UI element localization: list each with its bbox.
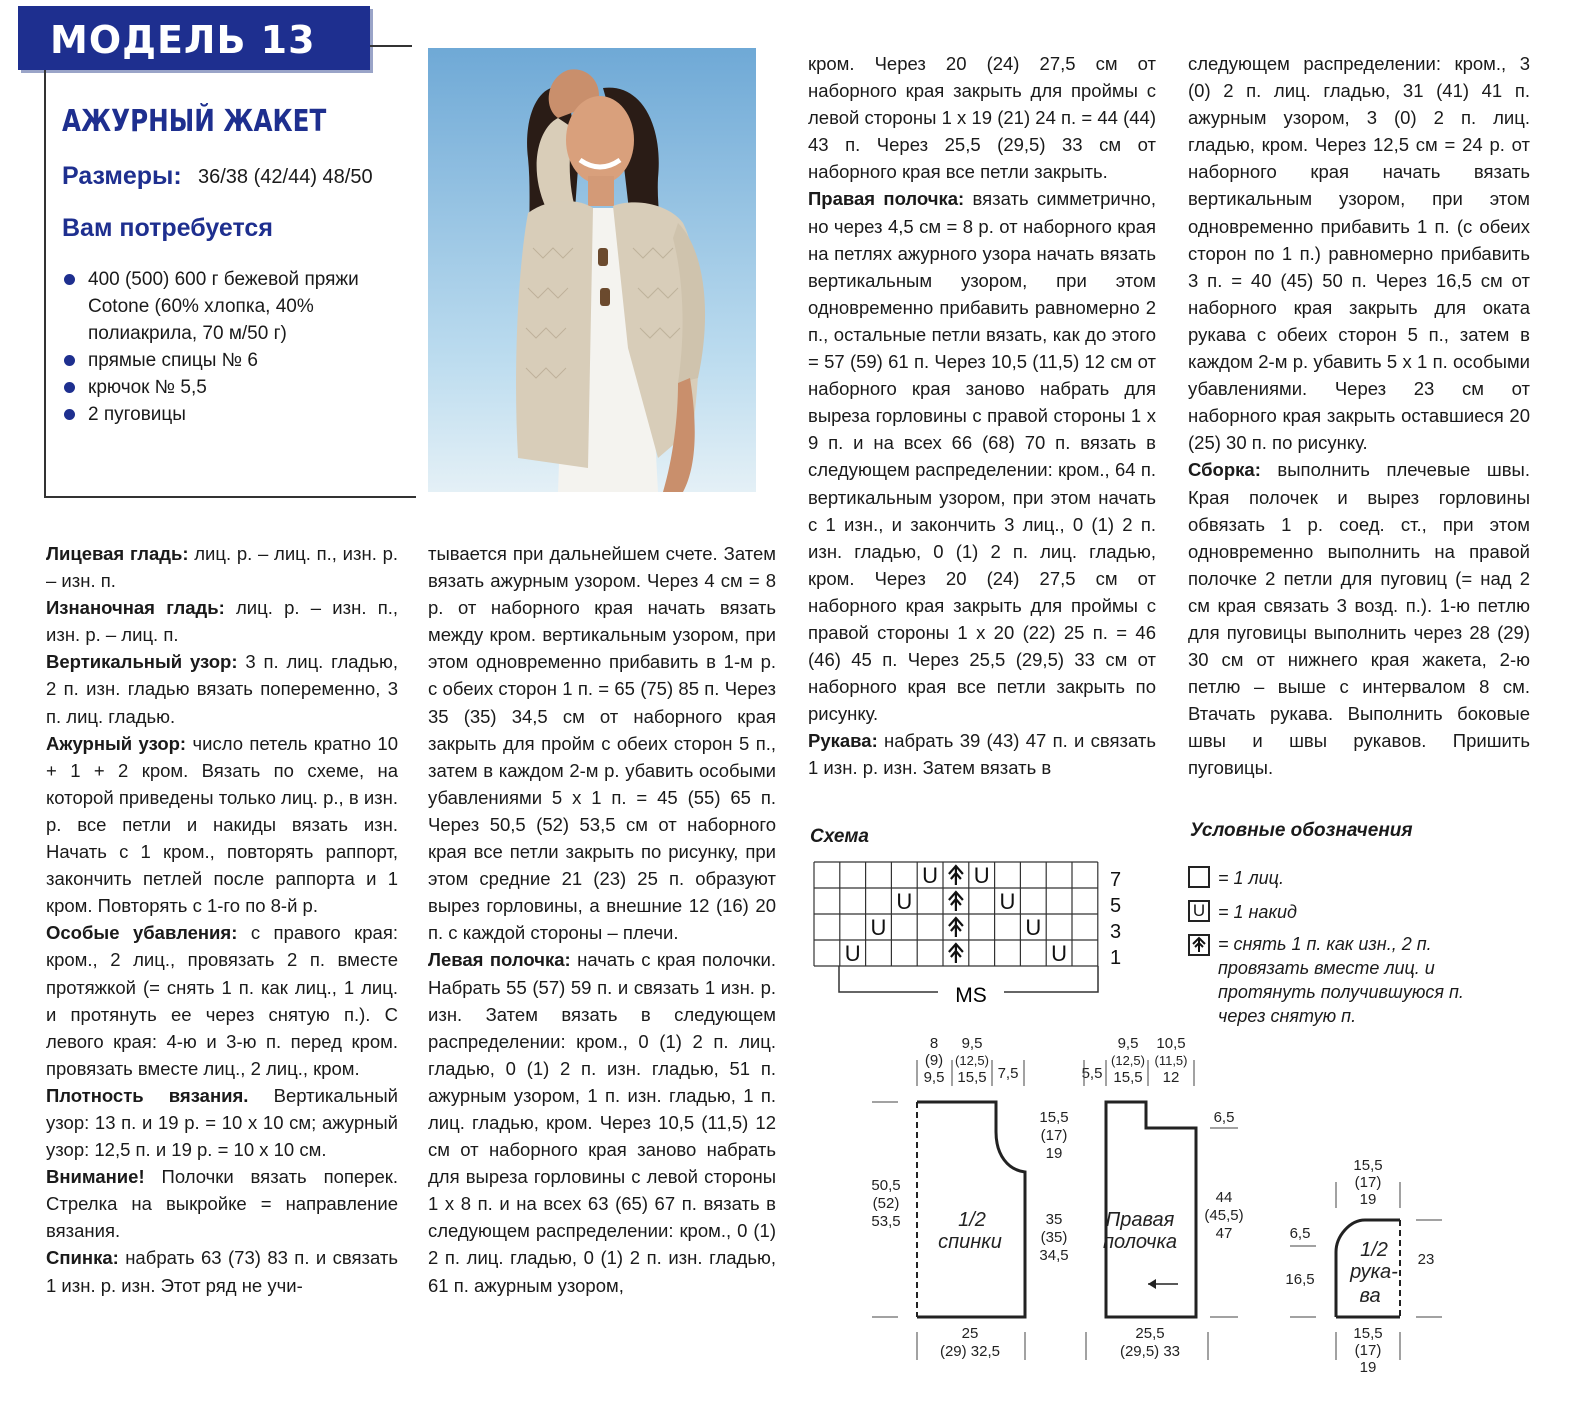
sleeve-label: ва xyxy=(1359,1285,1381,1307)
instruction-paragraph xyxy=(428,946,776,1298)
instruction-text: число петель кратно 10 + 1 + 2 кром. Вязать по схеме, на которой приведены только лиц. р., в изн. р. все петли и накиды вязать изн. Начать с 1 кром., повторять раппорт, закончить петлей после раппорта и 1 кром. Повторять с 1-го по 8-й р. xyxy=(46,732,398,917)
dim-label: (52) xyxy=(872,1195,900,1212)
dim-label: 15,5 xyxy=(957,1069,987,1086)
instruction-text: вязать симметрично, но через 4,5 см = 8 р. от наборного края на петлях ажурного узора начать вязать вертикальным узором, при этом одновременно прибавить равномерно 2 п., остальные петли вязать, как до этого = 57 (59) 61 п. Через 10,5 (11,5) 12 см от наборного края заново набрать для выреза горловины с правой стороны 1 x 9 п. и на всех 66 (68) 70 п. вязать в следующем распределении: кром., 64 п. вертикальным узором, при этом начать с 1 изн., и закончить 3 лиц., 0 (1) 2 п. изн. гладью, 0 (1) 2 п. лиц. гладью, кром. Через 20 (24) 27,5 см от наборного края закрыть для проймы с правой стороны 1 x 20 (22) 25 п. = 46 (46) 45 п. Через 25,5 (29,5) 33 см от наборного края все петли закрыть по рисунку. xyxy=(808,188,1156,725)
instruction-term: Левая полочка: xyxy=(428,949,571,971)
model-label: МОДЕЛЬ 13 xyxy=(50,18,316,62)
instruction-text: тывается при дальнейшем счете. Затем вязать ажурным узором. Через 4 см = 8 р. от наборного края начать вязать между кром. вертикальным узором, при этом одновременно прибавить в 1-м р. с обеих сторон 1 п. = 65 (75) 85 п. Через 35 (35) 34,5 см от наборного края закрыть для пройм с обеих сторон 5 п., затем в каждом 2-м р. убавить особыми убавлениями 5 x 1 п. = 45 (55) 65 п. Через 50,5 (52) 53,5 см от наборного края все петли закрыть по рисунку, при этом средние 21 (23) 25 п. образуют вырез горловины, а внешние 12 (16) 20 п. с каждой стороны – плечи. xyxy=(428,543,776,944)
instruction-term: Сборка: xyxy=(1188,459,1261,481)
sizes-label: Размеры: xyxy=(62,162,182,190)
instruction-paragraph xyxy=(46,540,398,594)
chart-yo-mark: U xyxy=(999,889,1016,914)
dim-label: 8 xyxy=(929,1035,939,1052)
chart-decrease-mark xyxy=(949,892,963,911)
knit-symbol xyxy=(1188,866,1210,888)
back-schematic xyxy=(871,1035,1068,1360)
dim-label: (12,5) xyxy=(955,1053,989,1068)
materials-heading: Вам потребуется xyxy=(62,214,273,242)
instruction-paragraph xyxy=(46,919,398,1082)
material-item: 400 (500) 600 г бежевой пряжи Cotone (60% хлопка, 40% полиакрила, 70 м/50 г) xyxy=(62,266,392,347)
dim-label: 34,5 xyxy=(1039,1247,1069,1264)
instruction-paragraph xyxy=(46,730,398,920)
chart-yo-mark: U xyxy=(870,915,887,940)
dim-label: (11,5) xyxy=(1154,1053,1188,1068)
instructions-column-4 xyxy=(1188,50,1530,782)
instruction-term: Ажурный узор: xyxy=(46,732,187,754)
dim-label: (45,5) xyxy=(1204,1207,1244,1224)
chart-yo-mark: U xyxy=(922,863,939,888)
dim-label: 9,5 xyxy=(961,1035,983,1052)
chart-row-label: 7 xyxy=(1110,869,1122,891)
instruction-paragraph xyxy=(46,648,398,729)
back-label: 1/2 xyxy=(958,1209,986,1231)
dim-label: 6,5 xyxy=(1289,1225,1311,1242)
dim-label: (17) xyxy=(1354,1174,1382,1191)
sleeve-label: 1/2 xyxy=(1360,1239,1388,1261)
legend-item: = снять 1 п. как изн., 2 п. провязать вместе лиц. и протянуть получившуюся п. через снятую п. xyxy=(1188,932,1488,1028)
instruction-text: Полочки вязать поперек. Стрелка на выкройке = направление вязания. xyxy=(46,1166,398,1242)
schematics xyxy=(860,1030,1550,1400)
dim-label: (29) 32,5 xyxy=(939,1343,1001,1360)
dim-label: (17) xyxy=(1040,1127,1068,1144)
instruction-paragraph xyxy=(428,540,776,946)
chart-row-label: 5 xyxy=(1110,895,1122,917)
instruction-term: Вертикальный узор: xyxy=(46,651,238,673)
instruction-text: лиц. р. – лиц. п., изн. р. – изн. п. xyxy=(46,543,398,592)
model-banner xyxy=(18,6,370,70)
dim-label: 9,5 xyxy=(1117,1035,1139,1052)
legend-title: Условные обозначения xyxy=(1190,820,1413,841)
chart-yo-mark: U xyxy=(896,889,913,914)
schema-title: Схема xyxy=(810,826,870,847)
instructions-column-2 xyxy=(428,540,776,1299)
instruction-text: с правого края: кром., 2 лиц., провязать 2 п. вместе протяжкой (= снять 1 п. как лиц., 1 лиц. и протянуть ее через снятую п.). С левого края: 4-ю и 3-ю п. перед кром. провязать вместе лиц., 2 лиц., кром. xyxy=(46,922,398,1079)
dim-label: 12 xyxy=(1162,1069,1180,1086)
chart-decrease-mark xyxy=(949,944,963,963)
back-label: спинки xyxy=(938,1231,1002,1253)
instruction-text: Вертикальный узор: 13 п. и 19 р. = 10 x 10 см; ажурный узор: 12,5 п. и 19 р. = 10 x 10 см. xyxy=(46,1084,398,1161)
instruction-text: кром. Через 20 (24) 27,5 см от наборного края закрыть для проймы с левой стороны 1 x 19 (21) 24 п. = 44 (44) 43 п. Через 25,5 (29,5) 33 см от наборного края все петли закрыть. xyxy=(808,53,1156,183)
legend-item: U = 1 накид xyxy=(1188,900,1508,924)
instruction-term: Спинка: xyxy=(46,1247,119,1269)
sleeve-label: рука- xyxy=(1350,1261,1398,1283)
dim-label: 16,5 xyxy=(1285,1271,1315,1288)
dim-label: 50,5 xyxy=(871,1177,901,1194)
dim-label: 6,5 xyxy=(1213,1109,1235,1126)
dim-label: (9) xyxy=(924,1052,944,1069)
dim-label: 15,5 xyxy=(1039,1109,1069,1126)
dim-label: 19 xyxy=(1045,1145,1063,1162)
sizes-value: 36/38 (42/44) 48/50 xyxy=(198,166,373,188)
decrease-symbol xyxy=(1188,934,1210,956)
instruction-term: Рукава: xyxy=(808,730,878,752)
instruction-text: набрать 39 (43) 47 п. и связать 1 изн. р. изн. Затем вязать в xyxy=(808,730,1156,779)
instruction-paragraph xyxy=(1188,456,1530,781)
dim-label: 35 xyxy=(1045,1211,1063,1228)
instructions-column-1 xyxy=(46,540,398,1299)
front-label: полочка xyxy=(1102,1231,1178,1253)
dim-label: 47 xyxy=(1215,1225,1233,1242)
chart-yo-mark: U xyxy=(973,863,990,888)
material-item: крючок № 5,5 xyxy=(62,374,392,401)
dim-label: 19 xyxy=(1359,1359,1377,1376)
banner-rule xyxy=(370,45,412,47)
instructions-column-3 xyxy=(808,50,1156,782)
dim-label: 7,5 xyxy=(997,1065,1019,1082)
dim-label: 15,5 xyxy=(1113,1069,1143,1086)
instruction-term: Изнаночная гладь: xyxy=(46,597,225,619)
chart-yo-mark: U xyxy=(844,941,861,966)
instruction-text: выполнить плечевые швы. Края полочек и вырез горловины обвязать 1 р. соед. ст., при этом одновременно выполнить на правой полочке 2 петли для пуговиц (= над 2 см края связать 3 возд. п.). 1-ю петлю для пуговицы выполнить через 28 (29) 30 см от нижнего края жакета, 2-ю петлю – выше с интервалом 8 см. Втачать рукава. Выполнить боковые швы и швы рукавов. Пришить пуговицы. xyxy=(1188,459,1530,779)
instruction-paragraph xyxy=(808,727,1156,781)
dim-label: 25 xyxy=(961,1325,979,1342)
front-schematic xyxy=(1082,1035,1244,1360)
instruction-paragraph xyxy=(808,185,1156,727)
chart-decrease-mark xyxy=(949,866,963,885)
instruction-term: Особые убавления: xyxy=(46,922,238,944)
instruction-text: лиц. р. – изн. п., изн. р. – лиц. п. xyxy=(46,597,398,646)
instruction-text: набрать 63 (73) 83 п. и связать 1 изн. р. изн. Этот ряд не учи- xyxy=(46,1247,398,1296)
instruction-paragraph xyxy=(46,1082,398,1163)
instruction-text: начать с края полочки. Набрать 55 (57) 59 п. и связать 1 изн. р. изн. Затем вязать в следующем распределении: кром., 0 (1) 2 п. лиц. гладью, 0 (1) 2 п. изн. гладью, 51 п. ажурным узором, 1 п. изн. гладью, 1 п. лиц. гладью, кром. Через 10,5 (11,5) 12 см от наборного края заново набрать для выреза горловины с левой стороны 1 x 8 п. и на всех 63 (65) 67 п. вязать в следующем распределении: кром., 0 (1) 2 п. лиц. гладью, 0 (1) 2 п. изн. гладью, 61 п. ажурным узором, xyxy=(428,949,776,1296)
dim-label: (17) xyxy=(1354,1342,1382,1359)
repeat-label: MS xyxy=(955,984,987,1007)
instruction-term: Лицевая гладь: xyxy=(46,543,189,564)
dim-label: 19 xyxy=(1359,1191,1377,1208)
dim-label: 9,5 xyxy=(923,1069,945,1086)
dim-label: 23 xyxy=(1417,1251,1435,1268)
stitch-chart xyxy=(808,858,1138,1018)
instruction-paragraph xyxy=(46,1163,398,1244)
instruction-paragraph xyxy=(808,50,1156,185)
instruction-text: 3 п. лиц. гладью, 2 п. изн. гладью вязать попеременно, 3 п. лиц. гладью. xyxy=(46,651,398,727)
yarn-over-symbol: U xyxy=(1188,900,1210,922)
instruction-paragraph xyxy=(46,594,398,648)
dim-label: (29,5) 33 xyxy=(1119,1343,1181,1360)
instruction-term: Плотность вязания. xyxy=(46,1084,249,1106)
instruction-term: Внимание! xyxy=(46,1166,145,1188)
dim-label: (35) xyxy=(1040,1229,1068,1246)
dim-label: 15,5 xyxy=(1353,1157,1383,1174)
dim-label: 15,5 xyxy=(1353,1325,1383,1342)
chart-yo-mark: U xyxy=(1025,915,1042,940)
dim-label: 25,5 xyxy=(1135,1325,1165,1342)
dim-label: 44 xyxy=(1215,1189,1233,1206)
chart-row-label: 3 xyxy=(1110,921,1122,943)
instruction-paragraph xyxy=(1188,50,1530,456)
dim-label: (12,5) xyxy=(1111,1053,1145,1068)
chart-yo-mark: U xyxy=(1051,941,1068,966)
instruction-paragraph xyxy=(46,1244,398,1298)
dim-label: 10,5 xyxy=(1156,1035,1186,1052)
chart-row-label: 1 xyxy=(1110,947,1122,969)
instruction-term: Правая полочка: xyxy=(808,188,965,210)
model-photo xyxy=(428,48,756,492)
front-label: Правая xyxy=(1105,1209,1175,1231)
chart-decrease-mark xyxy=(949,918,963,937)
sleeve-schematic xyxy=(1285,1157,1442,1376)
instruction-text: следующем распределении: кром., 3 (0) 2 п. лиц. гладью, 31 (41) 41 п. ажурным узором, 3 (0) 2 п. лиц. гладью, кром. Через 12,5 см = 24 р. от наборного края начать вязать вертикальным узором, при этом одновременно прибавить 1 п. (с обеих сторон по 1 п.) равномерно прибавить 3 п. = 40 (45) 50 п. Через 16,5 см от наборного края закрыть для оката рукава с обеих сторон 5 п., затем в каждом 2-м р. убавить 5 x 1 п. особыми убавлениями. Через 23 см от наборного края закрыть оставшиеся 20 (25) 30 п. по рисунку. xyxy=(1188,53,1530,454)
material-item: прямые спицы № 6 xyxy=(62,347,392,374)
dim-label: 53,5 xyxy=(871,1213,901,1230)
material-item: 2 пуговицы xyxy=(62,401,392,428)
pattern-title: АЖУРНЫЙ ЖАКЕТ xyxy=(62,104,327,139)
dim-label: 5,5 xyxy=(1081,1065,1103,1082)
legend-item: = 1 лиц. xyxy=(1188,866,1508,890)
